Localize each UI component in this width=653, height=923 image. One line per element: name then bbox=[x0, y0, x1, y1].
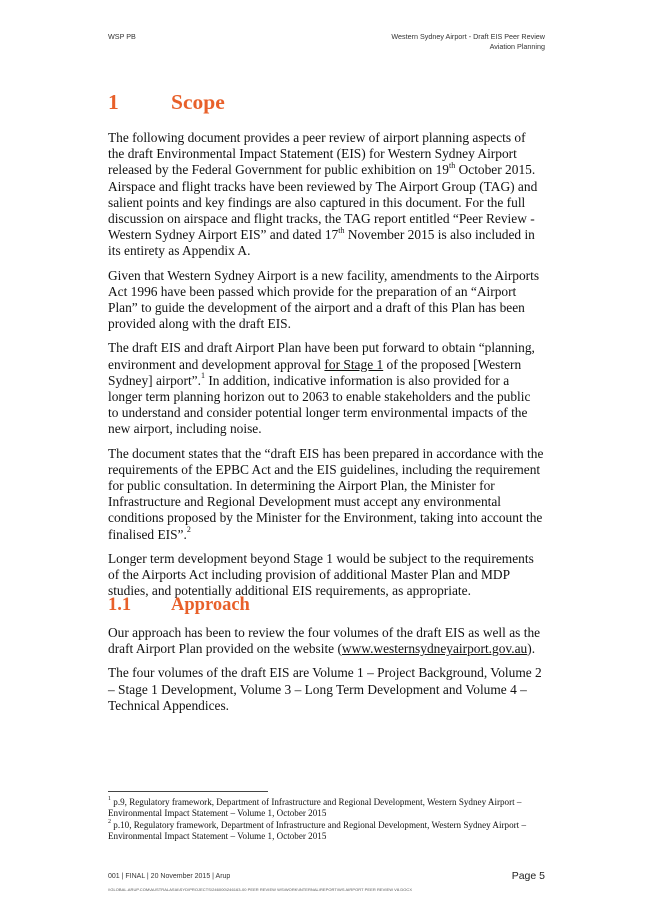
header-title bbox=[391, 32, 545, 51]
section-1-1-paragraph-1: Our approach has been to review the four volumes of the draft EIS as well as the draft Airport Plan provided on the website (www.westernsydneyairport.gov.au). bbox=[108, 625, 541, 657]
section-1-1-body bbox=[108, 625, 544, 722]
footer-file-path: \\GLOBAL.ARUP.COM\AUSTRALASIA\SYD\PROJECTS\246000\246163-00 PEER REVIEW WS\WORK\INTERNAL\REPORT\WS AIRPORT PEER REVIEW V8.DOCX bbox=[108, 887, 413, 892]
footnote-ref-1[interactable]: 1 bbox=[200, 371, 205, 381]
section-1-1-paragraph-2: The four volumes of the draft EIS are Volume 1 – Project Background, Volume 2 – Stage 1 Development, Volume 3 – Long Term Development and Volume 4 – Technical Appendices. bbox=[108, 665, 542, 713]
section-1-body bbox=[108, 130, 544, 607]
section-1-1-title: Approach bbox=[171, 595, 250, 615]
section-1-paragraph-4: The document states that the “draft EIS has been prepared in accordance with the requirements of the EPBC Act and the EIS guidelines, including the requirement for public consultation. In determining the Airport Plan, the Minister for Infrastructure and Regional Development must accept any environmental conditions proposed by the Minister for the Environment, taking into account the finalised EIS”.$^2$ bbox=[108, 445, 544, 542]
footnote-divider bbox=[108, 791, 268, 792]
section-1-paragraph-2: Given that Western Sydney Airport is a new facility, amendments to the Airports Act 1996 have been passed which provide for the preparation of an “Airport Plan” to guide the development of the airport and a draft of this Plan has been provided along with the draft EIS. bbox=[108, 267, 540, 332]
section-1-number: 1 bbox=[108, 90, 119, 114]
footnote-ref-2[interactable]: 2 bbox=[186, 525, 191, 535]
header-company: WSP PB bbox=[108, 32, 136, 41]
section-1-heading bbox=[108, 90, 225, 115]
section-1-1-number: 1.1 bbox=[108, 595, 132, 615]
footnotes bbox=[108, 797, 548, 843]
header-title-line1: Western Sydney Airport - Draft EIS Peer Review bbox=[391, 32, 545, 41]
section-1-paragraph-5: Longer term development beyond Stage 1 would be subject to the requirements of the Airports Act including provision of additional Master Plan and MDP studies, and potentially additional EIS requirements, as appropriate. bbox=[108, 550, 534, 599]
footnote-1: $^1$ p.9, Regulatory framework, Department of Infrastructure and Regional Development, Western Sydney Airport – Environmental Impact Statement – Volume 1, October 2015 bbox=[108, 796, 522, 819]
section-1-1-heading bbox=[108, 595, 250, 616]
section-1-paragraph-1: The following document provides a peer review of airport planning aspects of the draft Environmental Impact Statement (EIS) for Western Sydney Airport released by the Federal Government for public exhibition on 19th October 2015. Airspace and flight tracks have been reviewed by The Airport Group (TAG) and salient points and key findings are also captured in this document. For the full discussion on airspace and flight tracks, the TAG report entitled “Peer Review - Western Sydney Airport EIS” and dated 17th November 2015 is also included in its entirety as Appendix A. bbox=[108, 130, 538, 259]
header-title-line2: Aviation Planning bbox=[489, 41, 545, 51]
footnote-2: $^2$ p.10, Regulatory framework, Department of Infrastructure and Regional Development, Western Sydney Airport – Environmental Impact Statement – Volume 1, October 2015 bbox=[108, 819, 527, 842]
footer-info: 001 | FINAL | 20 November 2015 | Arup bbox=[108, 873, 231, 880]
section-1-paragraph-3: The draft EIS and draft Airport Plan have been put forward to obtain “planning, environment and development approval for Stage 1 of the proposed [Western Sydney] airport”.$^1$ In addition, indicative information is also provided for a longer term planning horizon out to 2063 to enable stakeholders and the public to understand and consider potential longer term environmental impacts of the new airport, including noise. bbox=[108, 340, 535, 437]
website-link[interactable]: www.westernsydneyairport.gov.au bbox=[341, 641, 528, 657]
page-number: Page 5 bbox=[511, 870, 545, 882]
stage-1-emphasis: for Stage 1 bbox=[324, 356, 384, 372]
section-1-title: Scope bbox=[171, 90, 225, 114]
